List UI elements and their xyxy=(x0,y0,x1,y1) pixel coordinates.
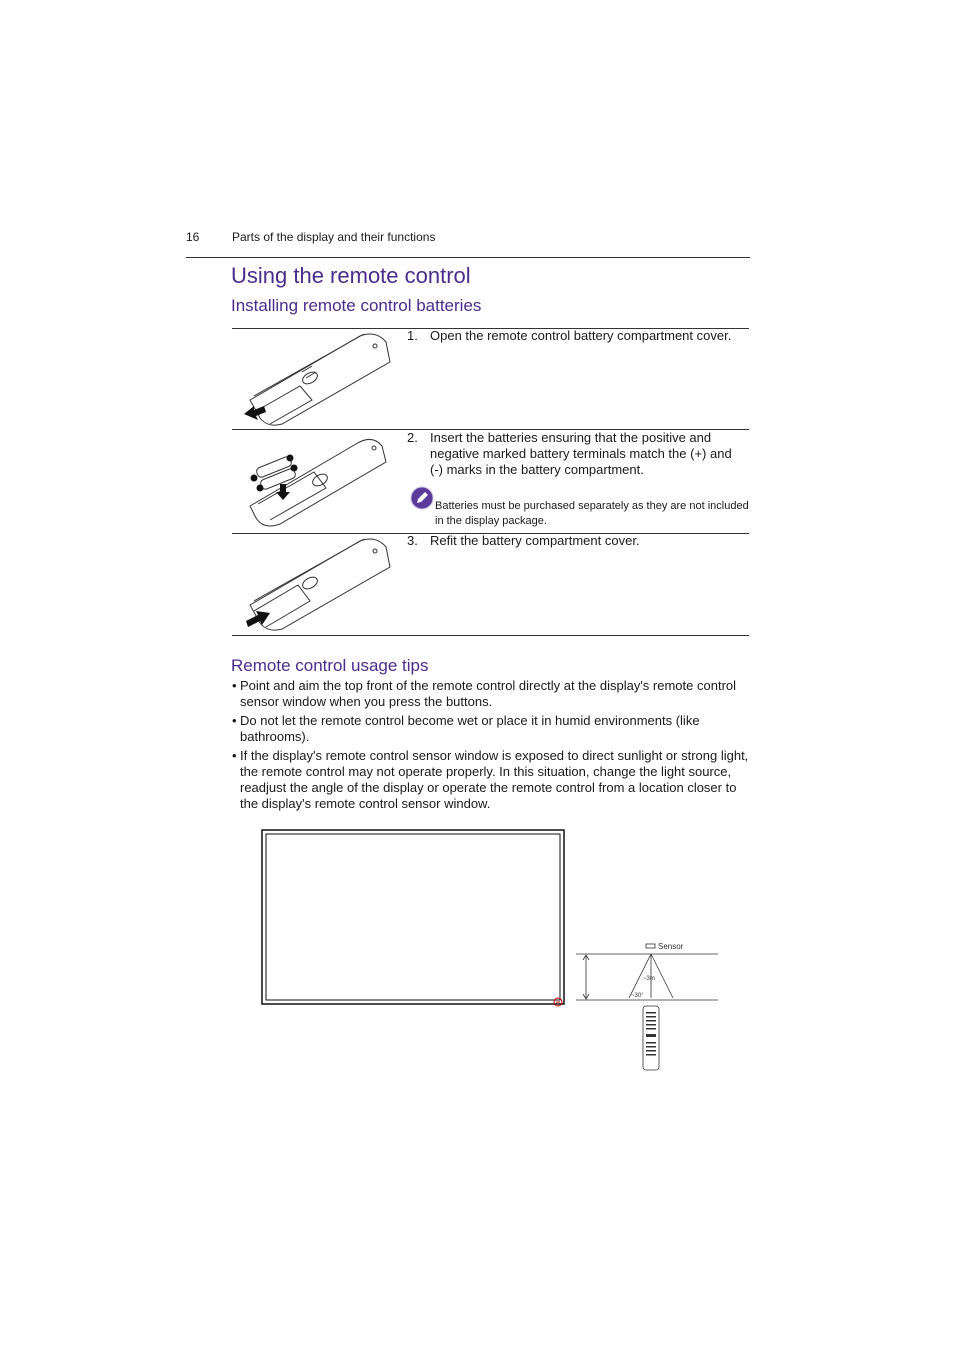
remote-open-cover-illustration xyxy=(240,332,395,427)
angle-label: ~30° xyxy=(631,993,644,999)
display-front-illustration xyxy=(258,826,570,1012)
section-heading-install: Installing remote control batteries xyxy=(231,296,482,315)
battery-note-text: Batteries must be purchased separately as they are not included in the display package. xyxy=(435,500,749,527)
step-2-number: 2. xyxy=(407,430,418,445)
bullet-glyph: • xyxy=(232,678,237,693)
tip-item xyxy=(232,748,750,812)
step-2-text: Insert the batteries ensuring that the positive and negative marked battery terminals match the (+) and (-) marks in the battery compartment. xyxy=(430,430,732,477)
sensor-label: Sensor xyxy=(658,942,684,951)
section-heading-tips: Remote control usage tips xyxy=(231,656,429,675)
step-1-number: 1. xyxy=(407,328,418,343)
tip-text: Do not let the remote control become wet or place it in humid environments (like bathrooms). xyxy=(240,713,700,744)
bullet-glyph: • xyxy=(232,713,237,728)
tip-item xyxy=(232,678,750,710)
tip-text: Point and aim the top front of the remote control directly at the display's remote control sensor window when you press the buttons. xyxy=(240,678,737,709)
step-1-text: Open the remote control battery compartment cover. xyxy=(430,328,732,343)
tips-list xyxy=(232,678,750,815)
remote-insert-batteries-illustration xyxy=(244,434,392,530)
header-divider xyxy=(186,257,750,258)
distance-label: ~3m xyxy=(643,976,655,982)
table-rule-bottom xyxy=(232,635,749,636)
step-3-text: Refit the battery compartment cover. xyxy=(430,533,640,548)
remote-refit-cover-illustration xyxy=(240,537,395,633)
tip-text: If the display's remote control sensor window is exposed to direct sunlight or strong light, the remote control may not operate properly. In this situation, change the light source, readjust the angle of the display or operate the remote control from a location closer to the display's remote control sensor window. xyxy=(240,748,749,811)
page-title: Using the remote control xyxy=(231,263,471,288)
tip-item xyxy=(232,713,750,745)
step-3-number: 3. xyxy=(407,533,418,548)
pencil-note-icon xyxy=(410,486,434,510)
sensor-range-illustration xyxy=(574,938,720,1074)
running-header: Parts of the display and their functions xyxy=(232,230,436,244)
bullet-glyph: • xyxy=(232,748,237,763)
page-number: 16 xyxy=(186,230,200,244)
